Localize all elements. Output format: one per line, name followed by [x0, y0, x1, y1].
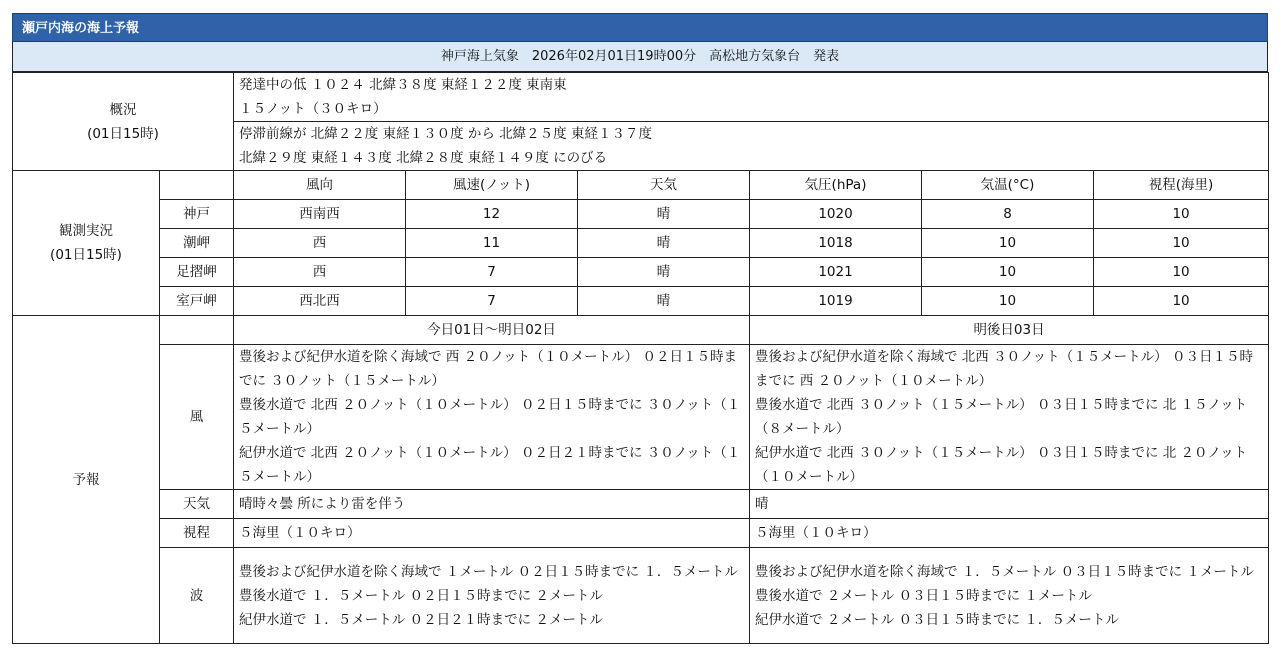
obs-cell: 10	[1094, 229, 1269, 258]
obs-cell: 10	[922, 258, 1094, 287]
station-name: 神戸	[160, 200, 234, 229]
forecast-period-today: 今日01日〜明日02日	[234, 316, 750, 345]
table-row	[13, 229, 1269, 258]
obs-cell: 晴	[578, 229, 750, 258]
visibility-forecast-day-after: ５海里（１０キロ）	[750, 519, 1269, 548]
obs-cell: 西南西	[234, 200, 406, 229]
obs-header-wind-direction: 風向	[234, 171, 406, 200]
obs-header-weather: 天気	[578, 171, 750, 200]
obs-cell: 10	[1094, 287, 1269, 316]
obs-cell: 晴	[578, 258, 750, 287]
wind-label: 風	[160, 345, 234, 490]
wave-forecast-day-after: 豊後および紀伊水道を除く海域で １．５メートル ０３日１５時までに １メートル 豊後水道で ２メートル ０３日１５時までに １メートル 紀伊水道で ２メートル ０３日１５時までに １．５メートル	[750, 548, 1269, 644]
obs-cell: 1019	[750, 287, 922, 316]
obs-header-temperature: 気温(°C)	[922, 171, 1094, 200]
wave-forecast-today: 豊後および紀伊水道を除く海域で １メートル ０２日１５時までに １．５メートル 豊後水道で １．５メートル ０２日１５時までに ２メートル 紀伊水道で １．５メートル ０２日２１時までに ２メートル	[234, 548, 750, 644]
obs-header-visibility: 視程(海里)	[1094, 171, 1269, 200]
table-row	[13, 200, 1269, 229]
obs-cell: 10	[1094, 258, 1269, 287]
overview-line-1: 発達中の低 １０２４ 北緯３８度 東経１２２度 東南東 １５ノット（３０キロ）	[234, 73, 1269, 122]
obs-cell: 7	[406, 258, 578, 287]
station-name: 潮岬	[160, 229, 234, 258]
obs-header-blank	[160, 171, 234, 200]
obs-cell: 西北西	[234, 287, 406, 316]
wind-forecast-day-after: 豊後および紀伊水道を除く海域で 北西 ３０ノット（１５メートル） ０３日１５時までに 西 ２０ノット（１０メートル） 豊後水道で 北西 ３０ノット（１５メートル） ０３日１５時までに 北 １５ノット（８メートル） 紀伊水道で 北西 ３０ノット（１５メートル） ０３日１５時までに 北 ２０ノット（１０メートル）	[750, 345, 1269, 490]
wind-forecast-today: 豊後および紀伊水道を除く海域で 西 ２０ノット（１０メートル） ０２日１５時までに ３０ノット（１５メートル） 豊後水道で 北西 ２０ノット（１０メートル） ０２日１５時までに ３０ノット（１５メートル） 紀伊水道で 北西 ２０ノット（１０メートル） ０２日２１時までに ３０ノット（１５メートル）	[234, 345, 750, 490]
obs-cell: 西	[234, 229, 406, 258]
obs-cell: 晴	[578, 287, 750, 316]
issued-line: 神戸海上気象 2026年02月01日19時00分 高松地方気象台 発表	[12, 42, 1268, 72]
weather-label: 天気	[160, 490, 234, 519]
obs-cell: 10	[1094, 200, 1269, 229]
obs-header-wind-speed: 風速(ノット)	[406, 171, 578, 200]
visibility-label: 視程	[160, 519, 234, 548]
obs-cell: 11	[406, 229, 578, 258]
weather-forecast-today: 晴時々曇 所により雷を伴う	[234, 490, 750, 519]
forecast-table	[12, 72, 1269, 644]
obs-cell: 晴	[578, 200, 750, 229]
visibility-forecast-today: ５海里（１０キロ）	[234, 519, 750, 548]
weather-forecast-day-after: 晴	[750, 490, 1269, 519]
obs-header-pressure: 気圧(hPa)	[750, 171, 922, 200]
obs-cell: 1020	[750, 200, 922, 229]
obs-cell: 10	[922, 229, 1094, 258]
station-name: 室戸岬	[160, 287, 234, 316]
observations-label: 観測実況 (01日15時)	[13, 171, 160, 316]
table-row	[13, 258, 1269, 287]
station-name: 足摺岬	[160, 258, 234, 287]
table-row	[13, 287, 1269, 316]
obs-cell: 8	[922, 200, 1094, 229]
overview-line-2: 停滞前線が 北緯２２度 東経１３０度 から 北緯２５度 東経１３７度 北緯２９度 東経１４３度 北緯２８度 東経１４９度 にのびる	[234, 122, 1269, 171]
forecast-label: 予報	[13, 316, 160, 644]
forecast-period-day-after: 明後日03日	[750, 316, 1269, 345]
wave-label: 波	[160, 548, 234, 644]
forecast-panel	[12, 13, 1268, 644]
forecast-header-blank	[160, 316, 234, 345]
panel-title: 瀬戸内海の海上予報	[12, 13, 1268, 42]
obs-cell: 西	[234, 258, 406, 287]
obs-cell: 1018	[750, 229, 922, 258]
obs-cell: 12	[406, 200, 578, 229]
obs-cell: 7	[406, 287, 578, 316]
obs-cell: 1021	[750, 258, 922, 287]
overview-label: 概況 (01日15時)	[13, 73, 234, 171]
obs-cell: 10	[922, 287, 1094, 316]
